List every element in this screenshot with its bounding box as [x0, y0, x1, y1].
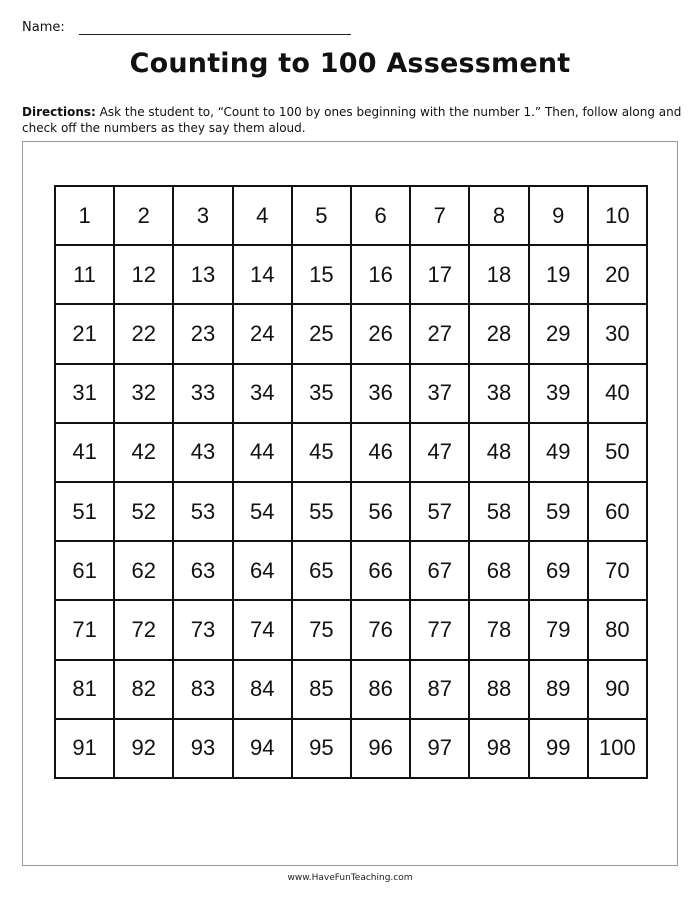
- number-cell-7: 7: [411, 187, 470, 246]
- number-cell-32: 32: [115, 365, 174, 424]
- number-cell-88: 88: [470, 661, 529, 720]
- number-cell-90: 90: [589, 661, 648, 720]
- name-row: [22, 18, 362, 40]
- number-cell-59: 59: [530, 483, 589, 542]
- number-cell-33: 33: [174, 365, 233, 424]
- number-cell-79: 79: [530, 601, 589, 660]
- number-cell-39: 39: [530, 365, 589, 424]
- number-cell-1: 1: [56, 187, 115, 246]
- number-cell-100: 100: [589, 720, 648, 779]
- number-cell-97: 97: [411, 720, 470, 779]
- number-cell-8: 8: [470, 187, 529, 246]
- number-cell-21: 21: [56, 305, 115, 364]
- name-field-line[interactable]: [79, 34, 351, 35]
- number-cell-75: 75: [293, 601, 352, 660]
- number-cell-6: 6: [352, 187, 411, 246]
- number-cell-57: 57: [411, 483, 470, 542]
- number-cell-80: 80: [589, 601, 648, 660]
- number-cell-73: 73: [174, 601, 233, 660]
- page-title: Counting to 100 Assessment: [129, 48, 571, 79]
- number-cell-40: 40: [589, 365, 648, 424]
- number-cell-11: 11: [56, 246, 115, 305]
- number-cell-36: 36: [352, 365, 411, 424]
- number-cell-60: 60: [589, 483, 648, 542]
- number-cell-38: 38: [470, 365, 529, 424]
- number-cell-29: 29: [530, 305, 589, 364]
- number-cell-19: 19: [530, 246, 589, 305]
- number-cell-69: 69: [530, 542, 589, 601]
- name-label: Name:: [22, 20, 65, 35]
- number-cell-12: 12: [115, 246, 174, 305]
- number-cell-72: 72: [115, 601, 174, 660]
- number-cell-94: 94: [234, 720, 293, 779]
- number-cell-30: 30: [589, 305, 648, 364]
- number-cell-87: 87: [411, 661, 470, 720]
- number-cell-9: 9: [530, 187, 589, 246]
- number-cell-18: 18: [470, 246, 529, 305]
- number-cell-96: 96: [352, 720, 411, 779]
- number-cell-47: 47: [411, 424, 470, 483]
- number-cell-16: 16: [352, 246, 411, 305]
- number-cell-95: 95: [293, 720, 352, 779]
- number-cell-49: 49: [530, 424, 589, 483]
- number-cell-4: 4: [234, 187, 293, 246]
- number-cell-34: 34: [234, 365, 293, 424]
- number-cell-83: 83: [174, 661, 233, 720]
- number-cell-62: 62: [115, 542, 174, 601]
- number-cell-86: 86: [352, 661, 411, 720]
- number-cell-3: 3: [174, 187, 233, 246]
- number-cell-25: 25: [293, 305, 352, 364]
- number-cell-77: 77: [411, 601, 470, 660]
- number-cell-26: 26: [352, 305, 411, 364]
- number-cell-44: 44: [234, 424, 293, 483]
- hundreds-chart: [54, 185, 648, 779]
- number-cell-67: 67: [411, 542, 470, 601]
- number-cell-55: 55: [293, 483, 352, 542]
- number-cell-92: 92: [115, 720, 174, 779]
- number-cell-85: 85: [293, 661, 352, 720]
- number-cell-93: 93: [174, 720, 233, 779]
- number-cell-5: 5: [293, 187, 352, 246]
- number-cell-78: 78: [470, 601, 529, 660]
- number-cell-17: 17: [411, 246, 470, 305]
- number-cell-52: 52: [115, 483, 174, 542]
- number-cell-20: 20: [589, 246, 648, 305]
- number-cell-56: 56: [352, 483, 411, 542]
- number-cell-23: 23: [174, 305, 233, 364]
- number-cell-82: 82: [115, 661, 174, 720]
- number-cell-81: 81: [56, 661, 115, 720]
- directions: [22, 104, 682, 136]
- number-cell-74: 74: [234, 601, 293, 660]
- number-cell-41: 41: [56, 424, 115, 483]
- number-cell-53: 53: [174, 483, 233, 542]
- number-cell-91: 91: [56, 720, 115, 779]
- number-cell-51: 51: [56, 483, 115, 542]
- number-cell-2: 2: [115, 187, 174, 246]
- number-cell-35: 35: [293, 365, 352, 424]
- number-cell-45: 45: [293, 424, 352, 483]
- number-cell-71: 71: [56, 601, 115, 660]
- number-cell-99: 99: [530, 720, 589, 779]
- footer-url: www.HaveFunTeaching.com: [287, 873, 413, 883]
- number-cell-76: 76: [352, 601, 411, 660]
- number-cell-66: 66: [352, 542, 411, 601]
- number-cell-46: 46: [352, 424, 411, 483]
- number-cell-13: 13: [174, 246, 233, 305]
- number-cell-64: 64: [234, 542, 293, 601]
- number-cell-48: 48: [470, 424, 529, 483]
- number-cell-65: 65: [293, 542, 352, 601]
- number-cell-58: 58: [470, 483, 529, 542]
- number-cell-54: 54: [234, 483, 293, 542]
- number-cell-68: 68: [470, 542, 529, 601]
- number-cell-43: 43: [174, 424, 233, 483]
- number-cell-98: 98: [470, 720, 529, 779]
- number-cell-61: 61: [56, 542, 115, 601]
- number-cell-42: 42: [115, 424, 174, 483]
- number-cell-89: 89: [530, 661, 589, 720]
- number-cell-84: 84: [234, 661, 293, 720]
- directions-label: Directions:: [22, 105, 96, 119]
- number-cell-31: 31: [56, 365, 115, 424]
- number-cell-50: 50: [589, 424, 648, 483]
- directions-text: Ask the student to, “Count to 100 by ones beginning with the number 1.” Then, follow along and check off the numbers as they say them aloud.: [22, 105, 682, 135]
- number-cell-24: 24: [234, 305, 293, 364]
- number-cell-22: 22: [115, 305, 174, 364]
- number-cell-14: 14: [234, 246, 293, 305]
- number-cell-28: 28: [470, 305, 529, 364]
- number-cell-70: 70: [589, 542, 648, 601]
- number-cell-37: 37: [411, 365, 470, 424]
- number-cell-10: 10: [589, 187, 648, 246]
- number-cell-63: 63: [174, 542, 233, 601]
- number-cell-27: 27: [411, 305, 470, 364]
- number-cell-15: 15: [293, 246, 352, 305]
